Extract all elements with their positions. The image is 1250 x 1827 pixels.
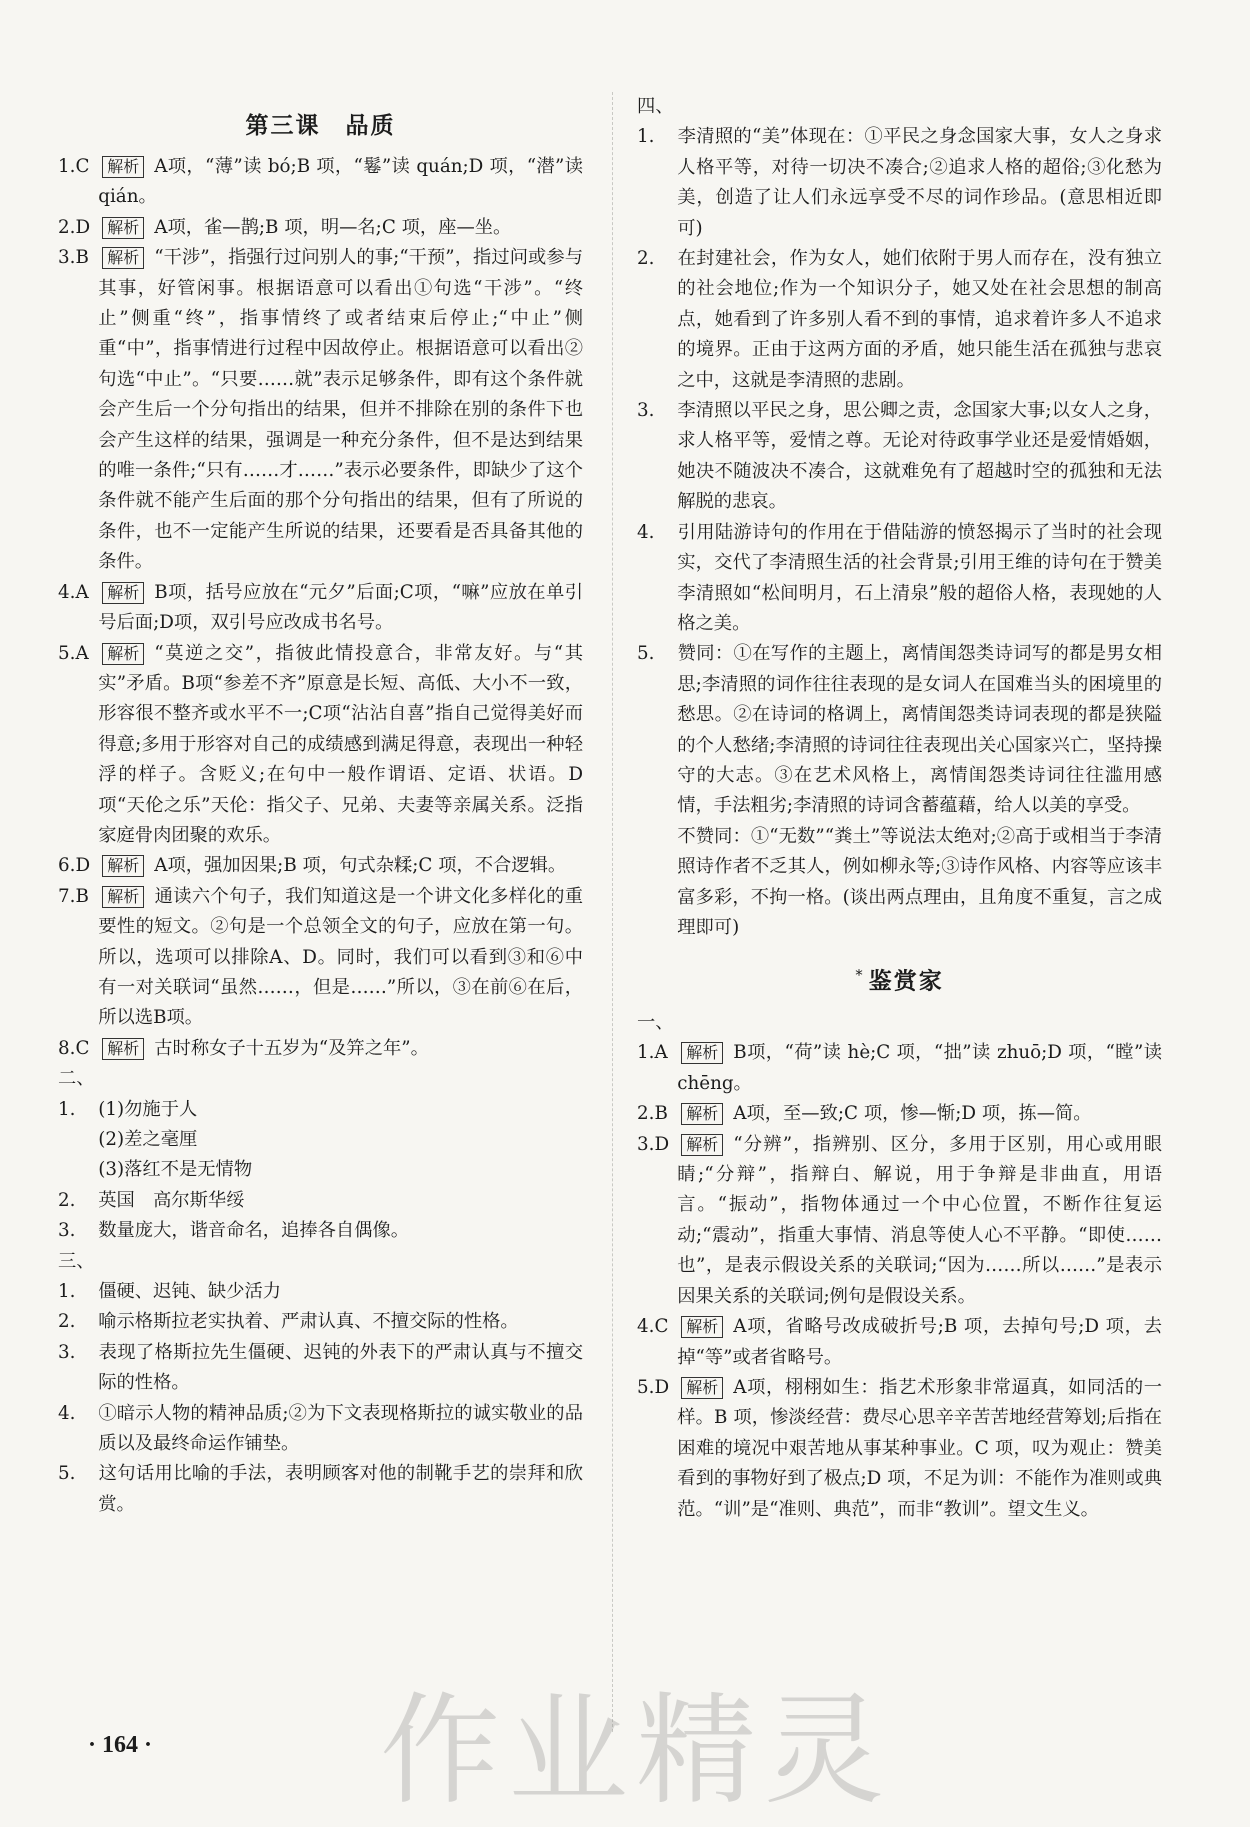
answer-number: 8.C [58,1037,90,1059]
answer-text: 英国 高尔斯华绥 [98,1189,245,1211]
answer-number: 3. [58,1220,76,1242]
answer-item [637,518,1162,640]
answer-number: 6.D [58,855,91,877]
answer-item [637,639,1162,821]
answer-number: 1.A [637,1042,668,1064]
answer-text: 数量庞大，谐音命名，追捧各自偶像。 [98,1220,410,1242]
analysis-tag: 解析 [681,1134,723,1156]
answer-number: 1. [58,1098,76,1120]
column-divider [612,92,613,1732]
answer-item [58,882,583,1034]
answer-item [637,1130,1162,1312]
answer-item [637,122,1162,244]
answer-item [58,1277,583,1307]
answer-item [58,243,583,577]
right-choice-answers [637,1038,1162,1525]
answer-text: 古时称女子十五岁为“及笄之年”。 [154,1037,429,1059]
answer-item [637,1038,1162,1099]
answer-text: A项，栩栩如生：指艺术形象非常逼真，如同活的一样。B 项，惨淡经营：费尽心思辛辛苦苦地经营筹划;后指在困难的境况中艰苦地从事某种事业。C 项，叹为观止：赞美看到的事物好到了极点;D 项，不足为训：不能作为准则或典范。“训”是“准则、典范”，而非“教训”。望文生义。 [677,1376,1162,1520]
answer-item [58,1186,583,1216]
answer-number: 3. [637,400,655,422]
answer-text: 在封建社会，作为女人，她们依附于男人而存在，没有独立的社会地位;作为一个知识分子，她又处在社会思想的制高点，她看到了许多别人看不到的事情，追求着许多人不追求的境界。正由于这两方面的矛盾，她只能生活在孤独与悲哀之中，这就是李清照的悲剧。 [677,248,1162,391]
star-mark: * [855,966,865,985]
answer-text: (1)勿施于人 [98,1098,198,1120]
watermark: 作业精灵 [380,1682,892,1821]
answer-item [58,1459,583,1520]
answer-text: (3)落红不是无情物 [98,1159,253,1181]
answer-number: 2. [58,1189,76,1211]
answer-item [637,244,1162,396]
answer-item [58,1338,583,1399]
page-number: · 164 · [88,1732,153,1758]
answer-text: B项，括号应放在“元夕”后面;C项，“嘛”应放在单引号后面;D项，双引号应改成书名号。 [98,581,583,634]
answer-item [637,1373,1162,1525]
analysis-tag: 解析 [102,886,144,908]
answer-item [58,152,583,213]
answer-text: “分辨”，指辨别、区分，多用于区别，用心或用眼睛;“分辩”，指辩白、解说，用于争辩是非曲直，用语言。“振动”，指物体通过一个中心位置，不断作往复运动;“震动”，指重大事情、消息等使人心不平静。“即使……也”，是表示假设关系的关联词;“因为……所以……”是表示因果关系的关联词;例句是假设关系。 [677,1133,1162,1307]
answer-text: “莫逆之交”，指彼此情投意合，非常友好。与“其实”矛盾。B项“参差不齐”原意是长短、高低、大小不一致，形容很不整齐或水平不一;C项“沾沾自喜”指自己觉得美好而得意;多用于形容对自己的成绩感到满足得意，表现出一种轻浮的样子。含贬义;在句中一般作谓语、定语、状语。D项“天伦之乐”天伦：指父子、兄弟、夫妻等亲属关系。泛指家庭骨肉团聚的欢乐。 [98,642,583,846]
answer-number: 1. [637,126,655,148]
answer-number: 2. [637,248,655,270]
answer-item [58,851,583,881]
answer-number: 2.B [637,1103,668,1125]
answer-item [637,396,1162,518]
right-column [637,92,1162,1525]
answer-text: 表现了格斯拉先生僵硬、迟钝的外表下的严肃认真与不擅交际的性格。 [98,1341,583,1394]
answer-number: 5.D [637,1376,670,1398]
answer-text: A项，强加因果;B 项，句式杂糅;C 项，不合逻辑。 [154,855,567,877]
answer-item [58,213,583,243]
section-2-answers [58,1095,583,1247]
answer-item [58,639,583,852]
lesson-title: 第三课 品质 [245,113,396,139]
answer-text: (2)差之毫厘 [98,1129,198,1150]
answer-text: 不赞同：①“无数”“粪土”等说法太绝对;②高于或相当于李清照诗作者不乏其人，例如柳永等;③诗作风格、内容等应该丰富多彩，不拘一格。(谈出两点理由，且角度不重复，言之成理即可) [677,825,1162,938]
answer-item [637,822,1162,944]
analysis-tag: 解析 [102,582,144,604]
answer-number: 5.A [58,642,89,664]
answer-number: 5. [637,643,655,665]
answer-number: 4. [637,521,655,543]
left-choice-answers [58,152,583,1064]
answer-item [58,1155,583,1185]
lesson-title-2-text: 鉴赏家 [868,969,944,996]
answer-item [637,1312,1162,1373]
answer-text: A项，至—致;C 项，惨—惭;D 项，拣—简。 [733,1103,1092,1125]
answer-item [58,1216,583,1246]
answer-number: 1.C [58,156,90,177]
section-4-answers [637,122,1162,943]
answer-number: 3. [58,1341,76,1363]
analysis-tag: 解析 [681,1103,723,1125]
answer-item [58,1125,583,1155]
answer-number: 4.C [637,1316,669,1338]
answer-text: A项，雀—鹊;B 项，明—名;C 项，座—坐。 [154,216,512,238]
answer-text: ①暗示人物的精神品质;②为下文表现格斯拉的诚实敬业的品质以及最终命运作铺垫。 [98,1402,583,1455]
section-heading-3: 三、 [58,1250,95,1272]
answer-item [637,1099,1162,1129]
analysis-tag: 解析 [681,1316,723,1338]
answer-text: 这句话用比喻的手法，表明顾客对他的制靴手艺的崇拜和欣赏。 [98,1463,583,1515]
analysis-tag: 解析 [102,643,144,665]
answer-number: 1. [58,1281,76,1303]
analysis-tag: 解析 [681,1042,723,1064]
answer-text: 李清照的“美”体现在：①平民之身念国家大事，女人之身求人格平等，对待一切决不凑合;②追求人格的超俗;③化愁为美，创造了让人们永远享受不尽的词作珍品。(意思相近即可) [677,126,1162,239]
analysis-tag: 解析 [102,1038,144,1060]
answer-text: 赞同：①在写作的主题上，离情闺怨类诗词写的都是男女相思;李清照的词作往往表现的是女词人在国难当头的困境里的愁思。②在诗词的格调上，离情闺怨类诗词表现的都是狭隘的个人愁绪;李清照的诗词往往表现出关心国家兴亡，坚持操守的大志。③在艺术风格上，离情闺怨类诗词往往滥用感情，手法粗劣;李清照的诗词含蓄蕴藉，给人以美的享受。 [677,643,1162,817]
section-heading-4: 四、 [637,96,674,117]
analysis-tag: 解析 [102,247,144,269]
answer-number: 2.D [58,216,91,238]
answer-text: 僵硬、迟钝、缺少活力 [98,1281,282,1303]
section-heading-2: 二、 [58,1068,95,1090]
answer-number: 2. [58,1311,76,1333]
analysis-tag: 解析 [102,217,144,239]
answer-text: A项，省略号改成破折号;B 项，去掉句号;D 项，去掉“等”或者省略号。 [677,1316,1162,1368]
left-column [58,92,583,1520]
answer-text: B项，“荷”读 hè;C 项，“拙”读 zhuō;D 项，“瞠”读 chēng。 [677,1042,1162,1094]
lesson-title-2 [637,955,1162,1002]
answer-number: 7.B [58,885,89,907]
answer-text: “干涉”，指强行过问别人的事;“干预”，指过问或参与其事，好管闲事。根据语意可以看出①句选“干涉”。“终止”侧重“终”，指事情终了或者结束后停止;“中止”侧重“中”，指事情进行过程中因故停止。根据语意可以看出②句选“中止”。“只要……就”表示足够条件，即有这个条件就会产生后一个分句指出的结果，但并不排除在别的条件下也会产生这样的结果，强调是一种充分条件，但不是达到结果的唯一条件;“只有……才……”表示必要条件，即缺少了这个条件就不能产生后面的那个分句指出的结果，但有了所说的条件，也不一定能产生所说的结果，还要看是否具备其他的条件。 [98,247,583,573]
analysis-tag: 解析 [102,855,144,877]
answer-number: 3.D [637,1133,670,1155]
answer-item [58,1307,583,1337]
answer-item [58,1095,583,1125]
answer-item [58,578,583,639]
answer-item [58,1034,583,1064]
answer-number: 4. [58,1402,76,1424]
analysis-tag: 解析 [681,1377,723,1399]
answer-text: 李清照以平民之身，思公卿之责，念国家大事;以女人之身，求人格平等，爱情之尊。无论对待政事学业还是爱情婚姻，她决不随波决不凑合，这就难免有了超越时空的孤独和无法解脱的悲哀。 [677,400,1162,513]
section-3-answers [58,1277,583,1520]
answer-number: 4.A [58,581,89,603]
answer-text: A项，“薄”读 bó;B 项，“鬈”读 quán;D 项，“潜”读 qián。 [98,156,583,208]
analysis-tag: 解析 [102,156,144,178]
answer-number: 3.B [58,247,89,269]
answer-text: 喻示格斯拉老实执着、严肃认真、不擅交际的性格。 [98,1311,519,1333]
answer-item [58,1399,583,1460]
section-heading-1: 一、 [637,1012,674,1034]
answer-text: 引用陆游诗句的作用在于借陆游的愤怒揭示了当时的社会现实，交代了李清照生活的社会背景;引用王维的诗句在于赞美李清照如“松间明月，石上清泉”般的超俗人格，表现她的人格之美。 [677,521,1162,634]
answer-number: 5. [58,1463,76,1485]
answer-text: 通读六个句子，我们知道这是一个讲文化多样化的重要性的短文。②句是一个总领全文的句子，应放在第一句。所以，选项可以排除A、D。同时，我们可以看到③和⑥中有一对关联词“虽然……，但是……”所以，③在前⑥在后，所以选B项。 [98,885,583,1029]
